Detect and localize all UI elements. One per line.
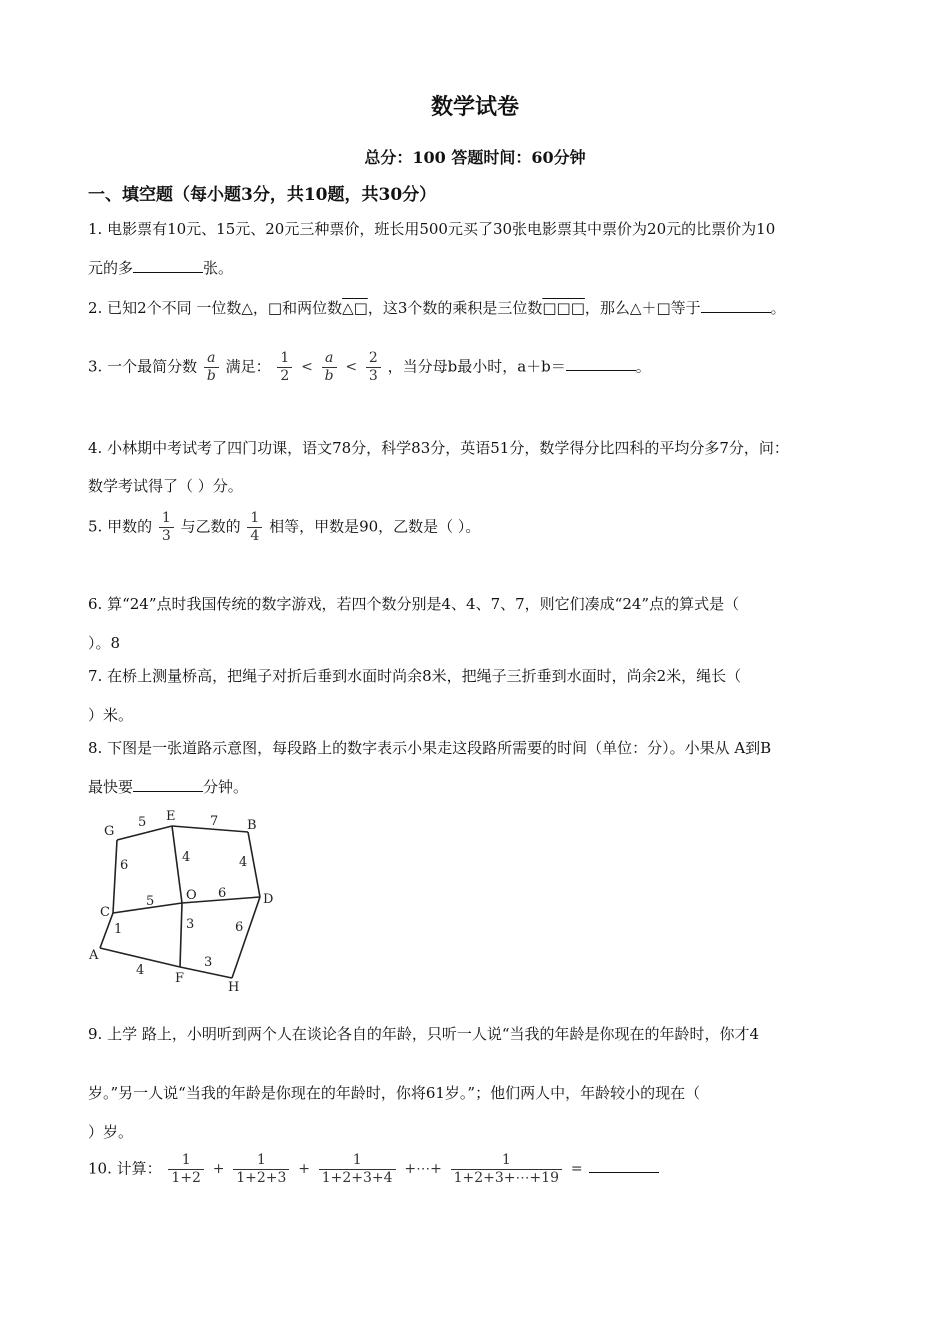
question-4-line-2: 数学考试得了（ ）分。: [88, 477, 243, 495]
point-g: G: [104, 824, 115, 839]
edge-eo: [172, 826, 182, 903]
question-8-line-1: 8. 下图是一张道路示意图，每段路上的数字表示小果走这段路所需要的时间（单位：分）。小果从 A到B: [88, 739, 772, 757]
less-than: <: [301, 359, 313, 376]
term-3: $\frac{1}{1+2+3+4}$: [319, 1152, 396, 1187]
q1-text-end: 张。: [203, 259, 234, 277]
question-7-line-2: ）米。: [88, 706, 134, 724]
weight-dh: 6: [235, 920, 244, 935]
question-6-line-1: 6. 算“24”点时我国传统的数字游戏，若四个数分别是4、4、7、7，则它们凑成“24”点的算式是（: [88, 595, 740, 613]
term-2: $\frac{1}{1+2+3}$: [233, 1152, 289, 1187]
weight-od: 6: [218, 886, 227, 901]
point-e: E: [166, 809, 176, 824]
road-diagram: [80, 800, 300, 1000]
q2-text-3: ，那么△＋□等于: [584, 299, 701, 317]
exam-info: 总分：100 答题时间：60分钟: [364, 148, 586, 167]
question-5: [88, 510, 480, 545]
point-c: C: [100, 905, 110, 920]
fraction-1-3: $\frac{1}{3}$: [159, 510, 174, 545]
two-digit-number: △□: [342, 299, 368, 317]
plus-2: +: [298, 1161, 310, 1178]
weight-eo: 4: [182, 850, 191, 865]
question-4-line-1: 4. 小林期中考试考了四门功课，语文78分，科学83分，英语51分，数学得分比四科的平均分多7分，问：: [88, 439, 789, 457]
point-h: H: [228, 980, 240, 995]
fraction-1-4: $\frac{1}{4}$: [247, 510, 262, 545]
question-6-line-2: ）。8: [88, 634, 121, 652]
weight-eb: 7: [210, 814, 219, 829]
less-than-2: <: [345, 359, 358, 376]
q3-text: 3. 一个最简分数: [88, 357, 198, 376]
question-10: [88, 1152, 659, 1187]
ellipsis: +⋯+: [404, 1161, 442, 1178]
question-9-line-2: 岁。”另一人说“当我的年龄是你现在的年龄时，你将61岁。”；他们两人中，年龄较小的现在（: [88, 1084, 701, 1102]
answer-blank[interactable]: [701, 298, 771, 313]
edge-dh: [232, 897, 260, 978]
section-heading: 一、填空题（每小题3分，共10题，共30分）: [88, 185, 437, 205]
q3-text-end: 。: [635, 357, 651, 376]
q5-text-2: 与乙数的: [180, 517, 241, 536]
equals: =: [570, 1161, 583, 1178]
q5-text: 5. 甲数的: [88, 517, 153, 536]
question-3: [88, 350, 651, 385]
q5-text-3: 相等，甲数是90，乙数是（ ）。: [269, 517, 481, 536]
answer-blank[interactable]: [566, 356, 636, 371]
question-9-line-3: ）岁。: [88, 1123, 134, 1141]
weight-ca: 1: [114, 922, 123, 937]
q2-text-2: ，这3个数的乘积是三位数: [367, 299, 543, 317]
road-edges: [100, 826, 260, 978]
term-4: $\frac{1}{1+2+3+\cdots+19}$: [451, 1152, 562, 1187]
weight-ge: 5: [138, 815, 147, 830]
three-digit-number: □□□: [542, 299, 585, 317]
q10-label: 10. 计算：: [88, 1159, 162, 1178]
fraction-a-b-2: $\frac{a}{b}$: [322, 350, 337, 385]
point-a: A: [89, 948, 99, 963]
point-f: F: [175, 971, 185, 986]
page-title: 数学试卷: [430, 94, 519, 120]
q2-text: 2. 已知2个不同 一位数△，□和两位数: [88, 299, 343, 317]
question-1-line-1: 1. 电影票有10元、15元、20元三种票价，班长用500元买了30张电影票其中票价为20元的比票价为10: [88, 220, 776, 238]
weight-bd: 4: [239, 855, 248, 870]
fraction-a-b: $\frac{a}{b}$: [204, 350, 219, 385]
term-1: $\frac{1}{1+2}$: [168, 1152, 204, 1187]
question-2: [88, 297, 786, 318]
answer-blank[interactable]: [589, 1158, 659, 1173]
q1-text: 元的多: [88, 259, 134, 277]
question-9-line-1: 9. 上学 路上，小明听到两个人在谈论各自的年龄，只听一人说“当我的年龄是你现在的年龄时，你才4: [88, 1025, 760, 1043]
question-1-line-2: [88, 257, 233, 278]
q2-text-end: 。: [770, 299, 786, 317]
weight-of: 3: [186, 917, 195, 932]
edge-gc: [113, 840, 117, 913]
answer-blank[interactable]: [133, 777, 203, 792]
q3-text-3: ，当分母b最小时，a＋b＝: [387, 357, 566, 376]
weight-gc: 6: [120, 858, 129, 873]
point-b: B: [247, 818, 257, 833]
edge-of: [180, 903, 182, 967]
weight-fh: 3: [204, 955, 213, 970]
edge-bd: [248, 832, 260, 897]
question-7-line-1: 7. 在桥上测量桥高，把绳子对折后垂到水面时尚余8米，把绳子三折垂到水面时，尚余2米，绳长（: [88, 667, 742, 685]
plus-1: +: [212, 1161, 225, 1178]
q3-text-2: 满足：: [225, 357, 271, 376]
fraction-2-3: $\frac{2}{3}$: [366, 350, 381, 385]
weight-co: 5: [146, 894, 155, 909]
q8-text: 最快要: [88, 778, 134, 796]
point-d: D: [263, 892, 274, 907]
q8-text-end: 分钟。: [203, 778, 249, 796]
answer-blank[interactable]: [133, 258, 203, 273]
fraction-1-2: $\frac{1}{2}$: [277, 350, 292, 385]
question-8-line-2: [88, 776, 248, 797]
weight-af: 4: [136, 963, 145, 978]
point-o: O: [186, 888, 197, 903]
